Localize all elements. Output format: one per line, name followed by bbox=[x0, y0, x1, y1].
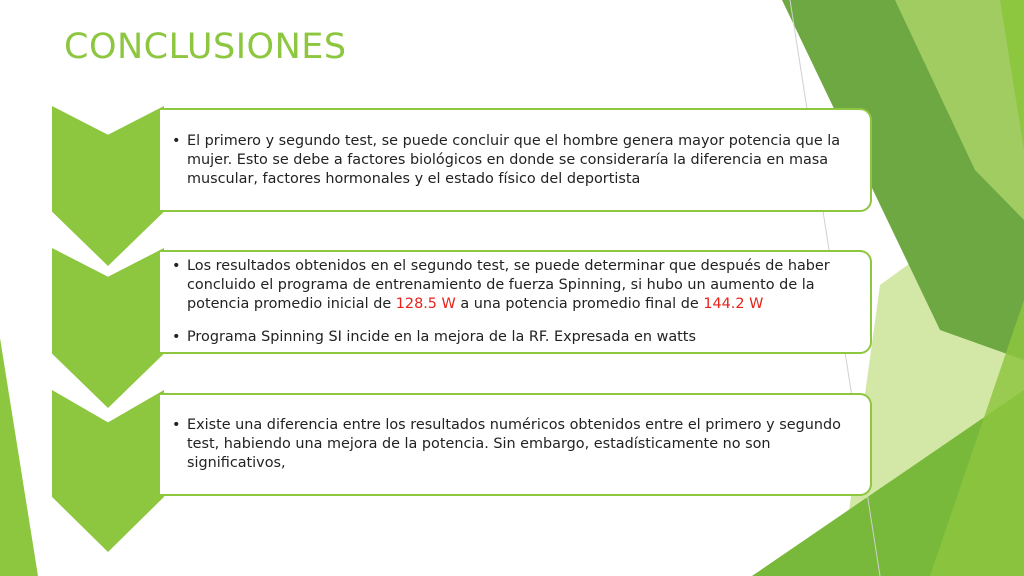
conclusion-card-2 bbox=[160, 250, 872, 354]
conclusion-card-1 bbox=[160, 108, 872, 212]
bullet-text: El primero y segundo test, se puede concluir que el hombre genera mayor potencia que la mujer. Esto se debe a factores biológicos en donde se consideraría la diferencia en masa muscular, factores hormonales y el estado físico del deportista bbox=[187, 132, 841, 187]
bullet-text-part: Los resultados obtenidos en el segundo test, se puede determinar que después de haber concluido el programa de entrenamiento de fuerza Spinning, si hubo un aumento de la potencia promedio inicial de bbox=[187, 258, 830, 312]
conclusion-card-3 bbox=[160, 393, 872, 496]
left-green-stripe bbox=[0, 338, 38, 576]
bullet-text-part: a una potencia promedio final de bbox=[455, 296, 704, 312]
bullet-dot: • bbox=[172, 329, 181, 345]
bullet-text: Programa Spinning SI incide en la mejora de la RF. Expresada en watts bbox=[187, 329, 696, 345]
initial-power-value: 128.5 W bbox=[395, 296, 456, 312]
bullet-text: Existe una diferencia entre los resultados numéricos obtenidos entre el primero y segundo test, habiendo una mejora de la potencia. Sin embargo, estadísticamente no son significativos, bbox=[187, 417, 841, 471]
bullet-dot: • bbox=[172, 258, 181, 274]
bullet-dot: • bbox=[172, 417, 181, 433]
final-power-value: 144.2 W bbox=[703, 296, 764, 312]
bullet-item bbox=[172, 328, 862, 347]
bullet-item bbox=[172, 416, 862, 473]
bullet-text bbox=[187, 257, 862, 314]
bullet-item bbox=[172, 132, 862, 189]
slide-title: CONCLUSIONES bbox=[64, 27, 347, 67]
bullet-dot: • bbox=[172, 132, 181, 149]
bullet-item bbox=[172, 257, 862, 314]
